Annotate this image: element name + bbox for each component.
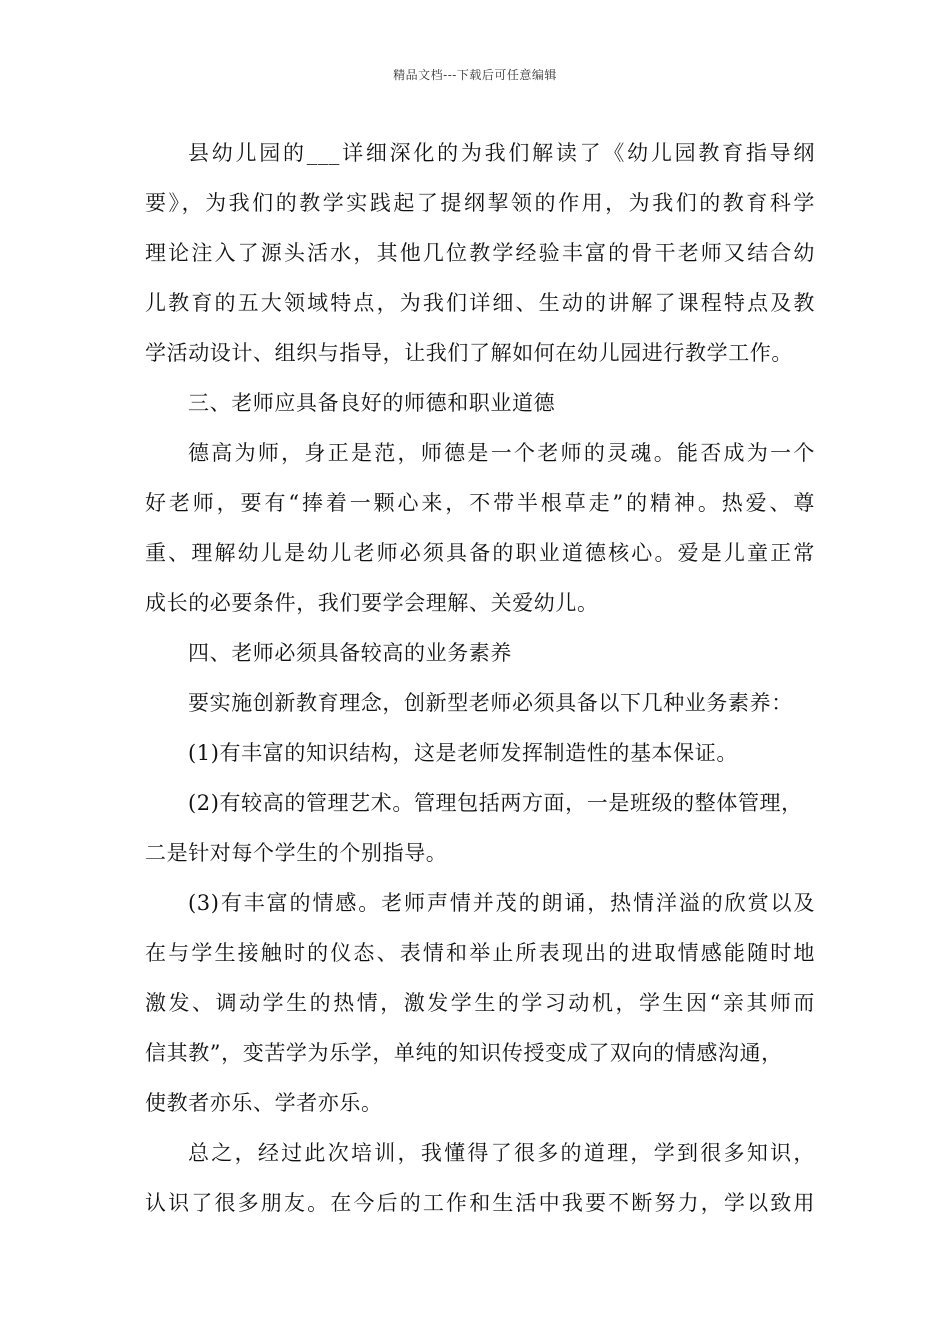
list-item: (2)有较高的管理艺术。管理包括两方面，一是班级的整体管理，: [188, 791, 803, 815]
text-line: 好老师，要有“捧着一颗心来，不带半根草走”的精神。热爱、尊: [145, 491, 815, 515]
list-item: (1)有丰富的知识结构，这是老师发挥制造性的基本保证。: [188, 741, 738, 765]
text-line: 要实施创新教育理念，创新型老师必须具备以下几种业务素养：: [188, 691, 793, 715]
text-line: 激发、调动学生的热情，激发学生的学习动机，学生因“亲其师而: [145, 991, 815, 1015]
list-item: (3)有丰富的情感。老师声情并茂的朗诵，热情洋溢的欣赏以及: [188, 891, 815, 915]
document-body: [145, 128, 815, 1228]
text-line: 总之，经过此次培训，我懂得了很多的道理，学到很多知识，: [188, 1141, 815, 1165]
text-line: 要》，为我们的教学实践起了提纲挈领的作用，为我们的教育科学: [145, 191, 815, 215]
text-line: 学活动设计、组织与指导，让我们了解如何在幼儿园进行教学工作。: [145, 341, 793, 365]
section-heading: 四、老师必须具备较高的业务素养: [188, 641, 512, 665]
text-line: 理论注入了源头活水，其他几位教学经验丰富的骨干老师又结合幼: [145, 241, 815, 265]
text-line: 成长的必要条件，我们要学会理解、关爱幼儿。: [145, 591, 599, 615]
text-line: 德高为师，身正是范，师德是一个老师的灵魂。能否成为一个: [188, 441, 815, 465]
page-header: 精品文档---下载后可任意编辑: [393, 68, 557, 82]
text-line: 认识了很多朋友。在今后的工作和生活中我要不断努力，学以致用: [145, 1191, 815, 1215]
text-line: 二是针对每个学生的个别指导。: [145, 841, 448, 865]
section-heading: 三、老师应具备良好的师德和职业道德: [188, 391, 556, 415]
text-line: 使教者亦乐、学者亦乐。: [145, 1091, 383, 1115]
text-line: 儿教育的五大领域特点，为我们详细、生动的讲解了课程特点及教: [145, 291, 815, 315]
text-line: 在与学生接触时的仪态、表情和举止所表现出的进取情感能随时地: [145, 941, 815, 965]
text-line: 信其教”，变苦学为乐学，单纯的知识传授变成了双向的情感沟通，: [145, 1041, 783, 1065]
text-line: 县幼儿园的___详细深化的为我们解读了《幼儿园教育指导纲: [188, 141, 815, 165]
text-line: 重、理解幼儿是幼儿老师必须具备的职业道德核心。爱是儿童正常: [145, 541, 815, 565]
